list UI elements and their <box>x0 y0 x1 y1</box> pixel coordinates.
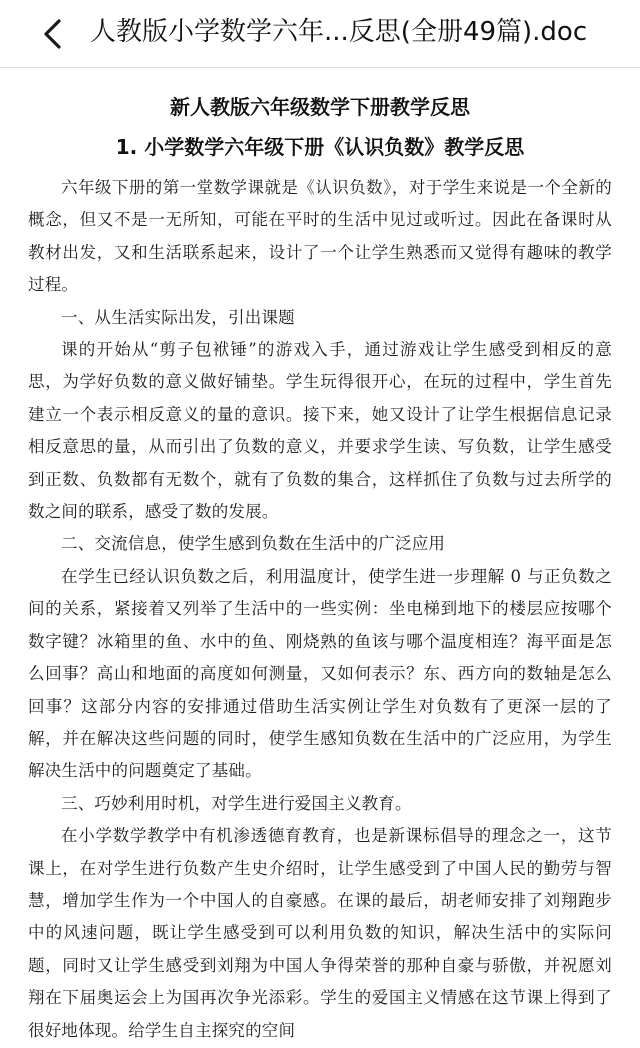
top-bar <box>0 0 640 68</box>
section-title: 1. 小学数学六年级下册《认识负数》教学反思 <box>115 135 525 159</box>
paragraph-intro: 六年级下册的第一堂数学课就是《认识负数》，对于学生来说是一个全新的概念，但又不是一无所知，可能在平时的生活中见过或听过。因此在备课时从教材出发，又和生活联系起来，设计了一个让学生熟悉而又觉得有趣味的教学过程。 <box>28 178 612 295</box>
document-title: 人教版小学数学六年...反思(全册49篇).doc <box>90 17 588 47</box>
document-content <box>28 90 612 1047</box>
document-page[interactable] <box>0 68 640 1048</box>
paragraph-part-3: 在小学数学教学中有机渗透德育教育，也是新课标倡导的理念之一，这节课上，在对学生进行负数产生史介绍时，让学生感受到了中国人民的勤劳与智慧，增加学生作为一个中国人的自豪感。在课的最后，胡老师安排了刘翔跑步中的风速问题，既让学生感受到可以利用负数的知识，解决生活中的实际问题，同时又让学生感受到刘翔为中国人争得荣誉的那种自豪与骄傲，并祝愿刘翔在下届奥运会上为国再次争光添彩。学生的爱国主义情感在这节课上得到了很好地体现。给学生自主探究的空间 <box>28 826 612 1040</box>
back-button[interactable] <box>34 14 74 54</box>
chevron-left-icon <box>34 14 74 54</box>
document-main-title: 新人教版六年级数学下册教学反思 <box>170 95 470 119</box>
heading-part-1: 一、从生活实际出发，引出课题 <box>61 307 295 327</box>
heading-part-2: 二、交流信息，使学生感到负数在生活中的广泛应用 <box>61 534 446 554</box>
paragraph-part-2: 在学生已经认识负数之后，利用温度计，使学生进一步理解 0 与正负数之间的关系，紧接着又列举了生活中的一些实例：坐电梯到地下的楼层应按哪个数字键？冰箱里的鱼、水中的鱼、刚烧熟的鱼该与哪个温度相连？海平面是怎么回事？高山和地面的高度如何测量，又如何表示？东、西方向的数轴是怎么回事？这部分内容的安排通过借助生活实例让学生对负数有了更深一层的了解，并在解决这些问题的同时，使学生感知负数在生活中的广泛应用，为学生解决生活中的问题奠定了基础。 <box>28 566 612 781</box>
paragraph-part-1: 课的开始从“剪子包袱锤”的游戏入手，通过游戏让学生感受到相反的意思，为学好负数的意义做好铺垫。学生玩得很开心，在玩的过程中，学生首先建立一个表示相反意义的量的意识。接下来，她又设计了让学生根据信息记录相反意思的量，从而引出了负数的意义，并要求学生读、写负数，让学生感受到正数、负数都有无数个，就有了负数的集合，这样抓住了负数与过去所学的数之间的联系，感受了数的发展。 <box>28 340 612 522</box>
heading-part-3: 三、巧妙利用时机，对学生进行爱国主义教育。 <box>61 793 412 813</box>
